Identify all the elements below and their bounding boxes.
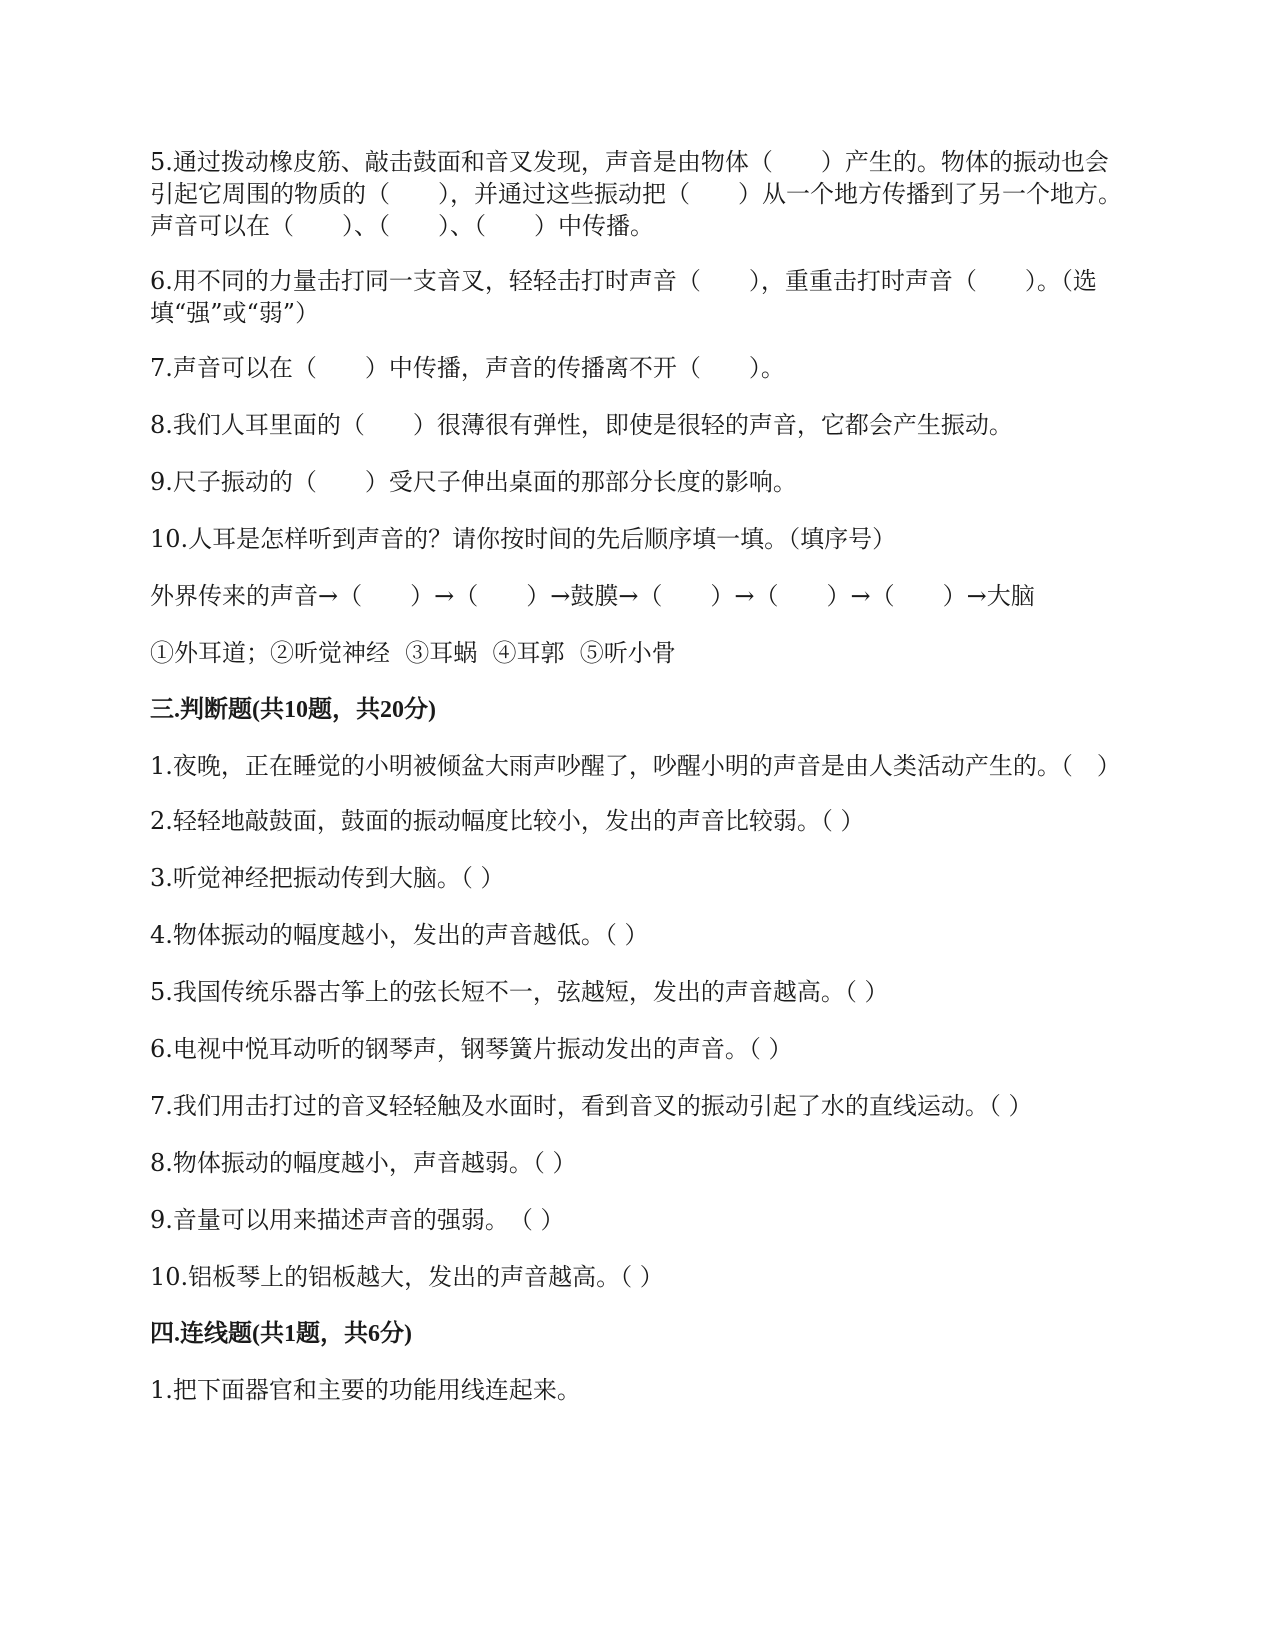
section-heading-judge: 三.判断题(共10题，共20分) (150, 697, 436, 723)
judge-question-7: 7.我们用击打过的音叉轻轻触及水面时，看到音叉的振动引起了水的直线运动。（ ） (150, 1092, 1033, 1120)
judge-question-4: 4.物体振动的幅度越小，发出的声音越低。（ ） (150, 921, 649, 949)
fill-question-10-options: ①外耳道；②听觉神经 ③耳蜗 ④耳郭 ⑤听小骨 (150, 639, 676, 667)
fill-question-8: 8.我们人耳里面的（ ）很薄很有弹性，即使是很轻的声音，它都会产生振动。 (150, 411, 1013, 439)
fill-question-10: 10.人耳是怎样听到声音的？请你按时间的先后顺序填一填。（填序号） (150, 525, 897, 553)
fill-question-10-chain: 外界传来的声音→（ ）→（ ）→鼓膜→（ ）→（ ）→（ ）→大脑 (150, 582, 1035, 610)
worksheet-page (150, 146, 1130, 1431)
section-heading-match: 四.连线题(共1题，共6分) (150, 1321, 412, 1347)
fill-question-9: 9.尺子振动的（ ）受尺子伸出桌面的那部分长度的影响。 (150, 468, 797, 496)
judge-question-10: 10.铝板琴上的铝板越大，发出的声音越高。（ ） (150, 1263, 664, 1291)
judge-question-8: 8.物体振动的幅度越小，声音越弱。（ ） (150, 1149, 577, 1177)
fill-question-6: 6.用不同的力量击打同一支音叉，轻轻击打时声音（ ），重重击打时声音（ ）。（选填“强”或“弱”） (150, 267, 1097, 327)
fill-question-7: 7.声音可以在（ ）中传播，声音的传播离不开（ ）。 (150, 354, 785, 382)
judge-question-2: 2.轻轻地敲鼓面，鼓面的振动幅度比较小，发出的声音比较弱。（ ） (150, 807, 865, 835)
judge-question-5: 5.我国传统乐器古筝上的弦长短不一，弦越短，发出的声音越高。（ ） (150, 978, 889, 1006)
judge-question-6: 6.电视中悦耳动听的钢琴声，钢琴簧片振动发出的声音。（ ） (150, 1035, 793, 1063)
fill-question-5: 5.通过拨动橡皮筋、敲击鼓面和音叉发现，声音是由物体（ ）产生的。物体的振动也会引起它周围的物质的（ ），并通过这些振动把（ ）从一个地方传播到了另一个地方。声音可以在（ ）、（ ）、（ ）中传播。 (150, 148, 1122, 240)
judge-question-9: 9.音量可以用来描述声音的强弱。 （ ） (150, 1206, 565, 1234)
match-question-1: 1.把下面器官和主要的功能用线连起来。 (150, 1376, 581, 1404)
judge-question-1: 1.夜晚，正在睡觉的小明被倾盆大雨声吵醒了，吵醒小明的声音是由人类活动产生的。（ ） (150, 752, 1121, 780)
judge-question-3: 3.听觉神经把振动传到大脑。（ ） (150, 864, 505, 892)
